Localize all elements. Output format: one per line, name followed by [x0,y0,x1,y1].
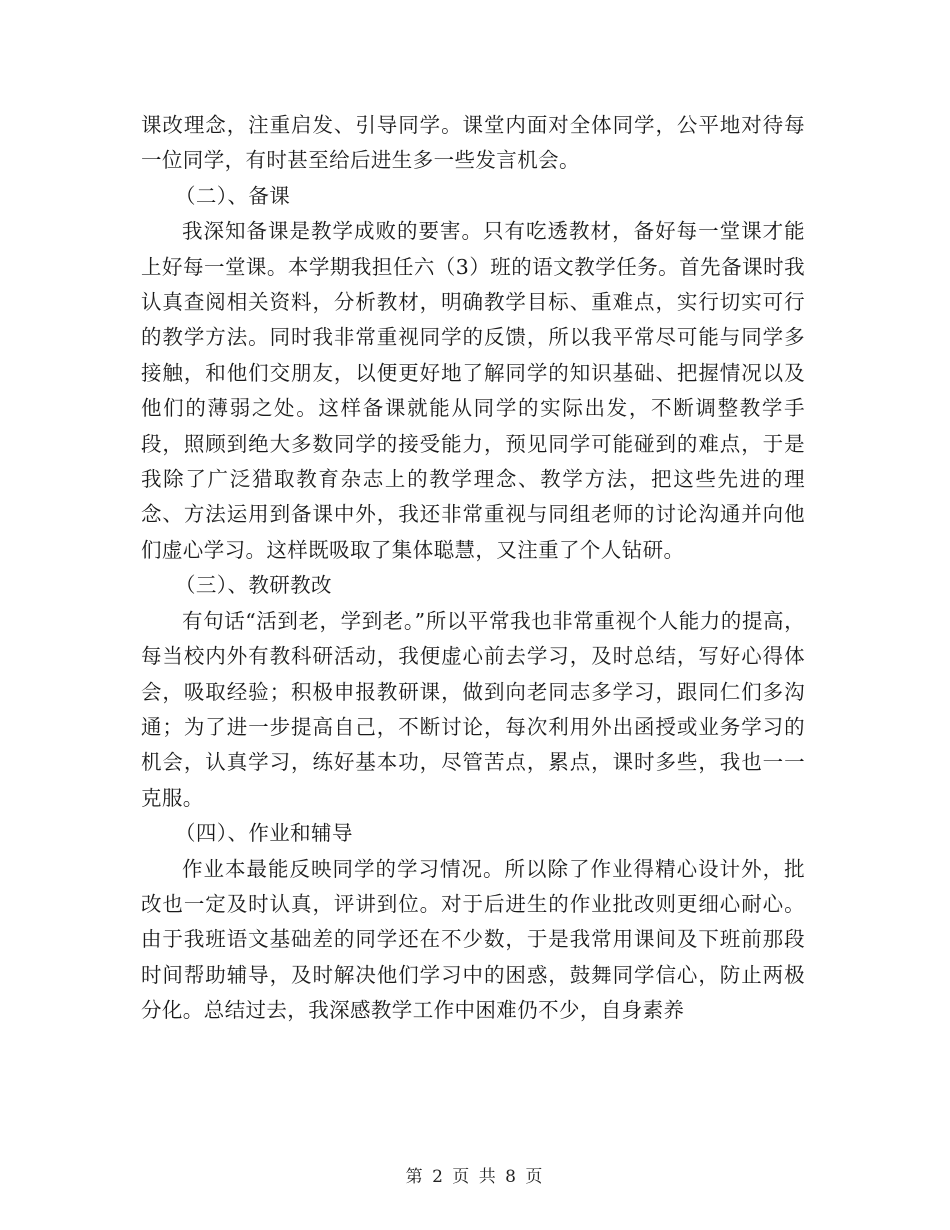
section-heading-homework-tutoring: （四）、作业和辅导 [175,821,353,846]
paragraph-homework-tutoring: 作业本最能反映同学的学习情况。所以除了作业得精心设计外，批改也一定及时认真，评讲到位。对于后进生的作业批改则更细心耐心。由于我班语文基础差的同学还在不少数，于是我常用课间及下班前那段时间帮助辅导，及时解决他们学习中的困惑，鼓舞同学信心，防止两极分化。总结过去，我深感教学工作中困难仍不少，自身素养 [141,856,805,1023]
section-heading-lesson-prep: （二）、备课 [175,183,291,208]
paragraph-continuation: 课改理念，注重启发、引导同学。课堂内面对全体同学，公平地对待每一位同学，有时甚至给后进生多一些发言机会。 [141,113,805,173]
page-number-footer: 第 2 页 共 8 页 [405,1167,545,1187]
paragraph-lesson-prep: 我深知备课是教学成败的要害。只有吃透教材，备好每一堂课才能上好每一堂课。本学期我担任六（3）班的语文教学任务。首先备课时我认真查阅相关资料，分析教材，明确教学目标、重难点，实行切实可行的教学方法。同时我非常重视同学的反馈，所以我平常尽可能与同学多接触，和他们交朋友，以便更好地了解同学的知识基础、把握情况以及他们的薄弱之处。这样备课就能从同学的实际出发，不断调整教学手段，照顾到绝大多数同学的接受能力，预见同学可能碰到的难点，于是我除了广泛猎取教育杂志上的教学理念、教学方法，把这些先进的理念、方法运用到备课中外，我还非常重视与同组老师的讨论沟通并向他们虚心学习。这样既吸取了集体聪慧，又注重了个人钻研。 [141,219,805,562]
document-body [141,108,805,1029]
paragraph-teaching-research: 有句话“活到老，学到老。”所以平常我也非常重视个人能力的提高，每当校内外有教科研活动，我便虚心前去学习，及时总结，写好心得体会，吸取经验；积极申报教研课，做到向老同志多学习，跟同仁们多沟通；为了进一步提高自己，不断讨论，每次利用外出函授或业务学习的机会，认真学习，练好基本功，尽管苦点，累点，课时多些，我也一一克服。 [141,608,805,810]
section-heading-teaching-research: （三）、教研教改 [175,573,332,598]
